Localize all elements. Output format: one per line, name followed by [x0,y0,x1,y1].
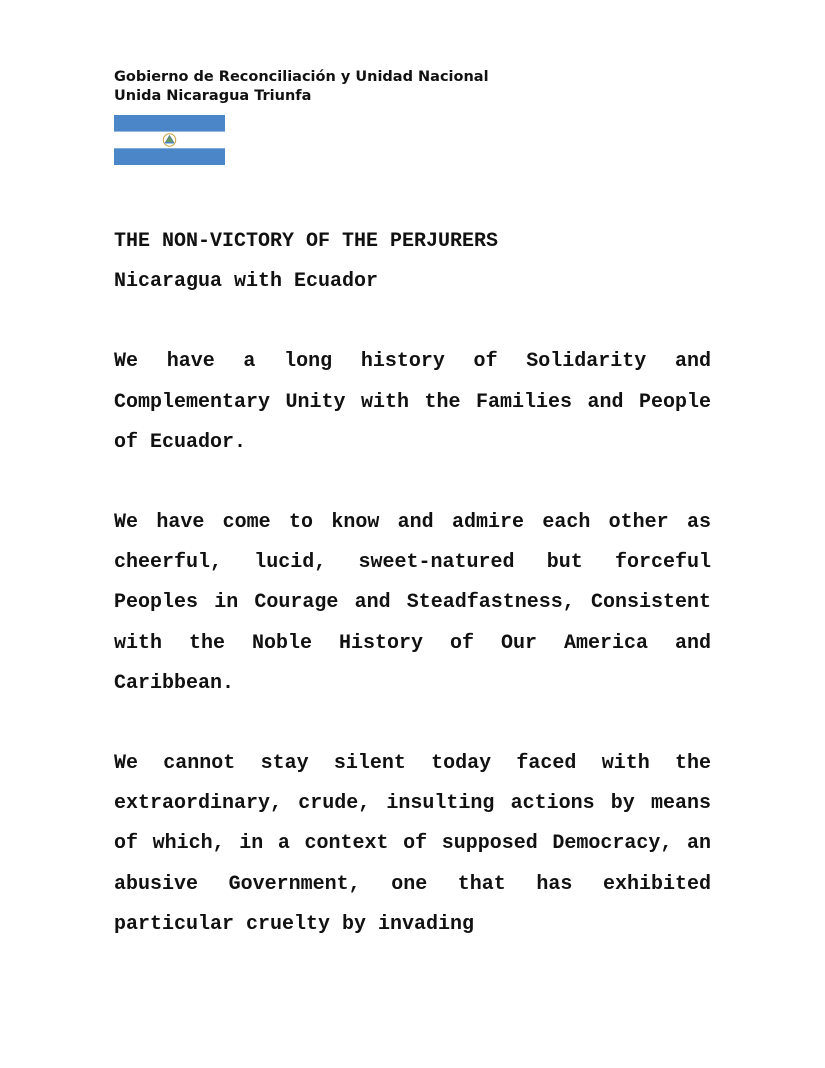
document-title: THE NON-VICTORY OF THE PERJURERS [114,230,499,253]
paragraph: We have a long history of Solidarity and Complementary Unity with the Families and People of Ecuador. [114,350,711,454]
document-subtitle: Nicaragua with Ecuador [114,270,379,294]
letterhead [114,68,489,106]
paragraph: We have come to know and admire each other as cheerful, lucid, sweet-natured but forceful Peoples in Courage and Steadfastness, Consistent with the Noble History of Our America and Caribbean. [114,511,711,695]
nicaragua-flag-icon [114,115,225,165]
letterhead-motto: Unida Nicaragua Triunfa [114,88,312,104]
document-body [114,222,711,945]
paragraph: We cannot stay silent today faced with the extraordinary, crude, insulting actions by means of which, in a context of supposed Democracy, an abusive Government, one that has exhibited particular cruelty by invading [114,752,711,936]
letterhead-government-name: Gobierno de Reconciliación y Unidad Nacional [114,69,489,85]
